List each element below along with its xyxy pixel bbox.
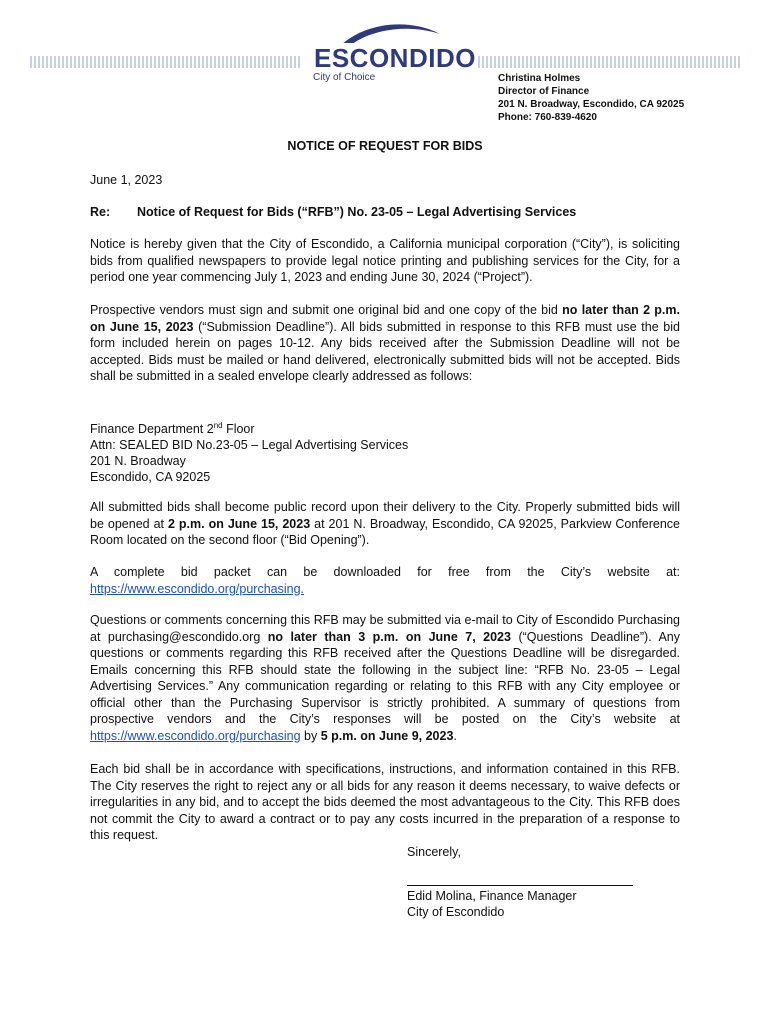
signer-name-title: Edid Molina, Finance Manager: [407, 889, 577, 903]
bid-opening-time: 2 p.m. on June 15, 2023: [167, 516, 311, 531]
address-line-1-sup: nd: [213, 421, 223, 430]
address-line-3: 201 N. Broadway: [90, 454, 186, 469]
address-line-4: Escondido, CA 92025: [90, 470, 211, 485]
letterhead-stripes-right: [450, 56, 740, 68]
address-line-1: [90, 418, 408, 437]
re-subject: Notice of Request for Bids (“RFB”) No. 23-05 – Legal Advertising Services: [137, 205, 577, 219]
p2-text-c: (“Submission Deadline”). All bids submitted in response to this RFB must use the bid form included herein on pages 10-12. Any bids received after the Submission Deadline will not be accepted. Bids must be mailed or hand delivered, electronically submitted bids will not be accepted. Bids shall be submitted in a sealed envelope clearly addressed as follows:: [90, 319, 680, 383]
submission-deadline: no later than 2 p.m. on June 15, 2023: [90, 303, 680, 334]
purchasing-link-2[interactable]: https://www.escondido.org/purchasing: [90, 728, 301, 743]
p3-text-c: at 201 N. Broadway, Escondido, CA 92025, Parkview Conference Room located on the second floor (“Bid Opening”).: [90, 516, 680, 547]
mailing-address: [90, 418, 408, 485]
paragraph-bid-packet: [90, 564, 680, 597]
paragraph-questions: [90, 612, 680, 744]
letterhead-contact: [498, 72, 684, 124]
p5-text-a: Questions or comments concerning this RFB may be submitted via e-mail to City of Escondido Purchasing at purchasing@escondido.org: [90, 613, 680, 644]
address-line-1-post: Floor: [222, 422, 255, 437]
notice-date: June 1, 2023: [90, 173, 163, 187]
answers-posting-date: 5 p.m. on June 9, 2023: [320, 728, 454, 743]
p5-text-c: (“Questions Deadline”). Any questions or comments regarding this RFB received after the Questions Deadline will be disregarded. Emails concerning this RFB should state the following in the subject line: “RFB No. 23-05 – Legal Advertising Services.” Any communication regarding or relating to this RFB with any City employee or official other than the Purchasing Supervisor is strictly prohibited. A summary of questions from prospective vendors and the City’s responses will be posted on the City’s website at: [90, 629, 680, 726]
paragraph-bid-opening: [90, 499, 680, 549]
letterhead-stripes-left: [30, 56, 302, 68]
p2-text-a: Prospective vendors must sign and submit one original bid and one copy of the bid: [90, 303, 563, 317]
contact-title: Director of Finance: [498, 86, 590, 97]
city-logo-name: ESCONDIDO: [314, 43, 476, 73]
p3-text-a: All submitted bids shall become public record upon their delivery to the City. Properly submitted bids will be opened at: [90, 500, 680, 531]
address-line-1-text: Finance Department 2: [90, 422, 214, 437]
address-line-2: Attn: SEALED BID No.23-05 – Legal Advertising Services: [90, 438, 409, 453]
p5-text-d: by: [300, 728, 321, 743]
notice-title: NOTICE OF REQUEST FOR BIDS: [287, 139, 483, 153]
contact-name: Christina Holmes: [498, 73, 581, 84]
signature-line: [407, 885, 633, 886]
contact-phone: Phone: 760-839-4620: [498, 112, 597, 123]
paragraph-submission: [90, 302, 680, 385]
salutation: Sincerely,: [407, 845, 461, 859]
contact-address: 201 N. Broadway, Escondido, CA 92025: [498, 99, 685, 110]
re-label: Re:: [90, 205, 111, 219]
purchasing-link[interactable]: https://www.escondido.org/purchasing.: [90, 581, 305, 596]
p5-text-f: .: [453, 728, 457, 743]
city-logo-tagline: City of Choice: [313, 72, 376, 83]
paragraph-reservations: Each bid shall be in accordance with specifications, instructions, and information contained in this RFB. The City reserves the right to reject any or all bids for any reason it deems necessary, to waive defects or irregularities in any bid, and to accept the bids deemed the most advantageous to the City. This RFB does not commit the City to award a contract or to pay any costs incurred in the preparation of a response to this request.: [90, 762, 680, 842]
paragraph-intro: Notice is hereby given that the City of Escondido, a California municipal corporation (“City”), is soliciting bids from qualified newspapers to provide legal notice printing and publishing services for the City, for a period one year commencing July 1, 2023 and ending June 30, 2024 (“Project”).: [90, 237, 680, 284]
questions-deadline: no later than 3 p.m. on June 7, 2023: [267, 629, 511, 644]
signer-org: City of Escondido: [407, 905, 505, 919]
p4-text-a: A complete bid packet can be downloaded for free from the City’s website at:: [90, 565, 680, 579]
